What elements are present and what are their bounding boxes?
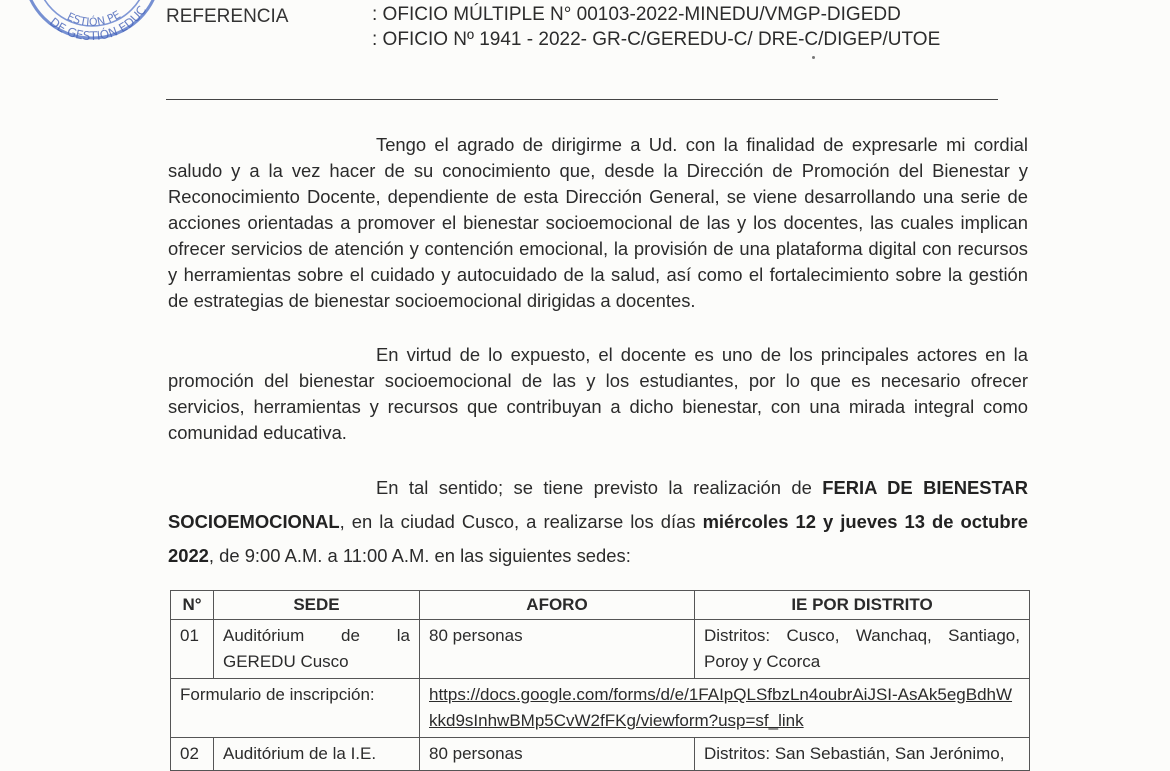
row-districts: Distritos: San Sebastián, San Jerónimo, [695,738,1030,771]
row-sede: Auditórium de la I.E. [214,738,420,771]
reference-line-1: : OFICIO MÚLTIPLE N° 00103-2022-MINEDU/VMGP-DIGEDD [372,4,901,25]
seal-text-inner: ESTIÓN PE [64,8,123,29]
row-aforo: 80 personas [420,620,695,679]
seal-text-outer: DE GESTIÓN EDUC [46,3,150,40]
header-sede: SEDE [214,591,420,620]
table-row [171,620,1030,679]
table-header-row [171,591,1030,620]
reference-line-2: : OFICIO Nº 1941 - 2022- GR-C/GEREDU-C/ DRE-C/DIGEP/UTOE [372,29,941,50]
event-text-1: En tal sentido; se tiene previsto la realización de [376,477,823,498]
header-districts: IE POR DISTRITO [695,591,1030,620]
reference-label: REFERENCIA [166,6,289,27]
registration-form-link[interactable]: https://docs.google.com/forms/d/e/1FAIpQLSfbzLn4oubrAiJSI-AsAk5egBdhWkkd9sInhwBMp5CvW2fFKg/viewform?usp=sf_link [429,685,1013,730]
row-districts: Distritos: Cusco, Wanchaq, Santiago, Poroy y Ccorca [695,620,1030,679]
form-link-cell [420,679,1030,738]
event-title: FERIA DE BIENESTAR SOCIOEMOCIONAL [168,477,1028,532]
paragraph-event [168,471,1028,573]
row-number: 01 [171,620,214,679]
event-text-3: , de 9:00 A.M. a 11:00 A.M. en las siguientes sedes: [208,545,631,566]
header-aforo: AFORO [420,591,695,620]
paragraph-context: En virtud de lo expuesto, el docente es uno de los principales actores en la promoción del bienestar socioemocional de las y los estudiantes, por lo que es necesario ofrecer servicios, herramientas y recursos que contribuyan a dicho bienestar, con una mirada integral como comunidad educativa. [168,344,1028,443]
institutional-seal [20,0,165,40]
row-number: 02 [171,738,214,771]
venues-table [170,590,1030,771]
event-text-2: , en la ciudad Cusco, a realizarse los días [339,511,703,532]
separator-rule [166,99,998,100]
scan-speck [812,56,815,59]
form-label: Formulario de inscripción: [171,679,420,738]
table-form-row [171,679,1030,738]
row-sede: Auditórium de la GEREDU Cusco [214,620,420,679]
row-aforo: 80 personas [420,738,695,771]
event-dates: miércoles 12 y jueves 13 de octubre 2022 [168,511,1028,566]
paragraph-greeting: Tengo el agrado de dirigirme a Ud. con la finalidad de expresarle mi cordial saludo y a la vez hacer de su conocimiento que, desde la Dirección de Promoción del Bienestar y Reconocimiento Docente, dependiente de esta Dirección General, se viene desarrollando una serie de acciones orientadas a promover el bienestar socioemocional de las y los docentes, las cuales implican ofrecer servicios de atención y contención emocional, la provisión de una plataforma digital con recursos y herramientas sobre el cuidado y autocuidado de la salud, así como el fortalecimiento sobre la gestión de estrategias de bienestar socioemocional dirigidas a docentes. [168,134,1028,311]
header-number: N° [171,591,214,620]
table-row [171,738,1030,771]
